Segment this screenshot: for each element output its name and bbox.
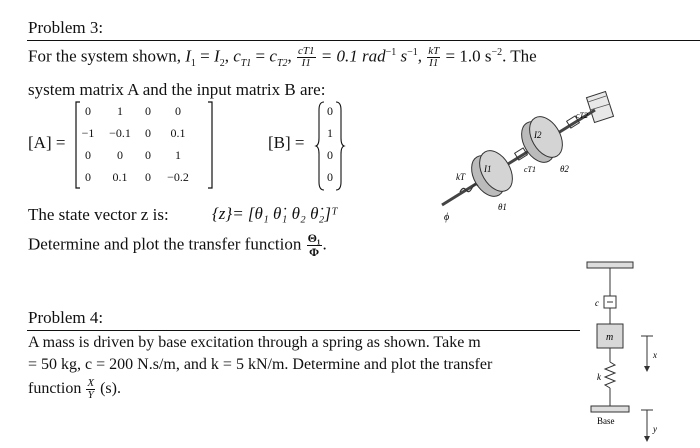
- base-block: [591, 406, 629, 412]
- fraction-kT-I1: [427, 46, 440, 69]
- A-r1c2: 0: [145, 126, 151, 140]
- disk-I2: [515, 111, 569, 168]
- problem3-determine-line: [28, 232, 327, 259]
- label-y: y: [653, 424, 657, 434]
- label-phi: ϕ: [444, 212, 450, 223]
- torsional-system-figure: [420, 80, 640, 240]
- problem3-line1: For the system shown, $I_1 = I_2$, $c_{T1} = c_{T2}$, $\frac{cT1}{I1}$ = 0.1 rad$^{-1}$ $s^{-1}$, $\frac{kT}{I1}$ = 1.0 $s^{-2}$. The: [28, 45, 537, 69]
- label-k: k: [597, 372, 601, 382]
- determine-text: Determine and plot the transfer function: [28, 234, 302, 254]
- tf-X-Y: [86, 378, 95, 401]
- line3-prefix: function: [28, 380, 82, 398]
- line3-suffix: (s).: [100, 380, 121, 398]
- eq-val1-s: s: [400, 46, 408, 66]
- B-r0: 0: [327, 104, 333, 118]
- base-excitation-figure: [585, 248, 695, 448]
- A-r3c3: −0.2: [167, 170, 189, 184]
- label-cT2: cT2: [576, 111, 588, 120]
- y-displacement-arrow: [641, 410, 653, 442]
- problem4-heading: Problem 4:: [28, 308, 104, 327]
- A-r1c1: −0.1: [109, 126, 131, 140]
- line1-prefix: For the system shown,: [28, 46, 181, 66]
- tf-theta-phi: [307, 232, 322, 259]
- problem3-top-rule: [27, 40, 700, 41]
- frac2-den: I1: [429, 57, 439, 69]
- eq-c1-sub: T1: [240, 57, 252, 69]
- label-theta1: θ1: [498, 202, 507, 212]
- spring-k: [605, 362, 615, 388]
- tf-end: .: [322, 234, 327, 254]
- frac2-num: kT: [428, 45, 440, 57]
- problem4-rule: [27, 330, 580, 331]
- frac1-den: I1: [301, 57, 311, 69]
- fraction-cT1-I1: [297, 46, 316, 69]
- frac1-num: cT1: [298, 45, 315, 57]
- eq-I1-sub: 1: [190, 57, 196, 69]
- problem4-line1: A mass is driven by base excitation through a spring as shown. Take m: [28, 334, 481, 351]
- x-displacement-arrow: [641, 336, 653, 372]
- A-r0c1: 1: [117, 104, 123, 118]
- tf-phi: Φ: [309, 245, 320, 259]
- label-base: Base: [597, 416, 615, 426]
- eq-c2-sub: T2: [276, 57, 288, 69]
- wall-support: [586, 92, 613, 123]
- A-r1c3: 0.1: [170, 126, 186, 140]
- A-r3c0: 0: [85, 170, 91, 184]
- problem4-line3: [28, 378, 121, 401]
- tf-Y: Y: [87, 389, 94, 401]
- state-vector-expression: {z}= [θ₁ θ̇₁ θ₂ θ̇₂]ᵀ: [212, 204, 338, 223]
- label-I2: I2: [534, 130, 542, 140]
- label-x: x: [653, 350, 657, 360]
- label-c: c: [595, 298, 599, 308]
- top-support: [587, 262, 633, 268]
- A-r1c0: −1: [81, 126, 95, 140]
- eq-val2-exp: −2: [491, 46, 503, 58]
- state-vector-text: The state vector z is:: [28, 205, 169, 224]
- eq-val1-exp: −1: [385, 46, 397, 58]
- eq-c1: c: [233, 46, 241, 66]
- B-r3: 0: [327, 170, 333, 184]
- eq-I2-sub: 2: [219, 57, 225, 69]
- damper-c: [604, 296, 616, 308]
- A-r3c2: 0: [145, 170, 151, 184]
- eq-val1: = 0.1 rad: [320, 46, 386, 66]
- problem4-line2: = 50 kg, c = 200 N.s/m, and k = 5 kN/m. Determine and plot the transfer: [28, 356, 493, 373]
- A-r0c0: 0: [85, 104, 91, 118]
- eq-c2: c: [269, 46, 277, 66]
- label-kT: kT: [456, 172, 465, 182]
- line1-suffix: . The: [502, 46, 537, 66]
- label-cT1: cT1: [524, 165, 536, 174]
- label-m: m: [606, 332, 614, 343]
- A-r2c2: 0: [145, 148, 151, 162]
- A-r0c3: 0: [175, 104, 181, 118]
- A-r2c3: 1: [175, 148, 181, 162]
- A-matrix-label: [A] =: [28, 133, 66, 152]
- B-matrix-label: [B] =: [268, 133, 305, 152]
- problem3-line2: system matrix A and the input matrix B are:: [28, 80, 326, 99]
- tf-theta: Θ₁: [307, 231, 321, 245]
- A-r2c1: 0: [117, 148, 123, 162]
- A-r0c2: 0: [145, 104, 151, 118]
- disk-I1: [465, 145, 519, 202]
- label-I1: I1: [484, 164, 492, 174]
- eq-val2: = 1.0 s: [445, 46, 492, 66]
- shaft: [442, 110, 595, 205]
- eq-val1-sexp: −1: [407, 46, 418, 58]
- A-r3c1: 0.1: [112, 170, 128, 184]
- A-r2c0: 0: [85, 148, 91, 162]
- B-r1: 1: [327, 126, 333, 140]
- eq-I1: I: [185, 46, 191, 66]
- eq-I2: I: [214, 46, 220, 66]
- tf-X: X: [87, 377, 95, 389]
- problem3-heading: Problem 3:: [28, 18, 104, 37]
- label-theta2: θ2: [560, 164, 569, 174]
- B-r2: 0: [327, 148, 333, 162]
